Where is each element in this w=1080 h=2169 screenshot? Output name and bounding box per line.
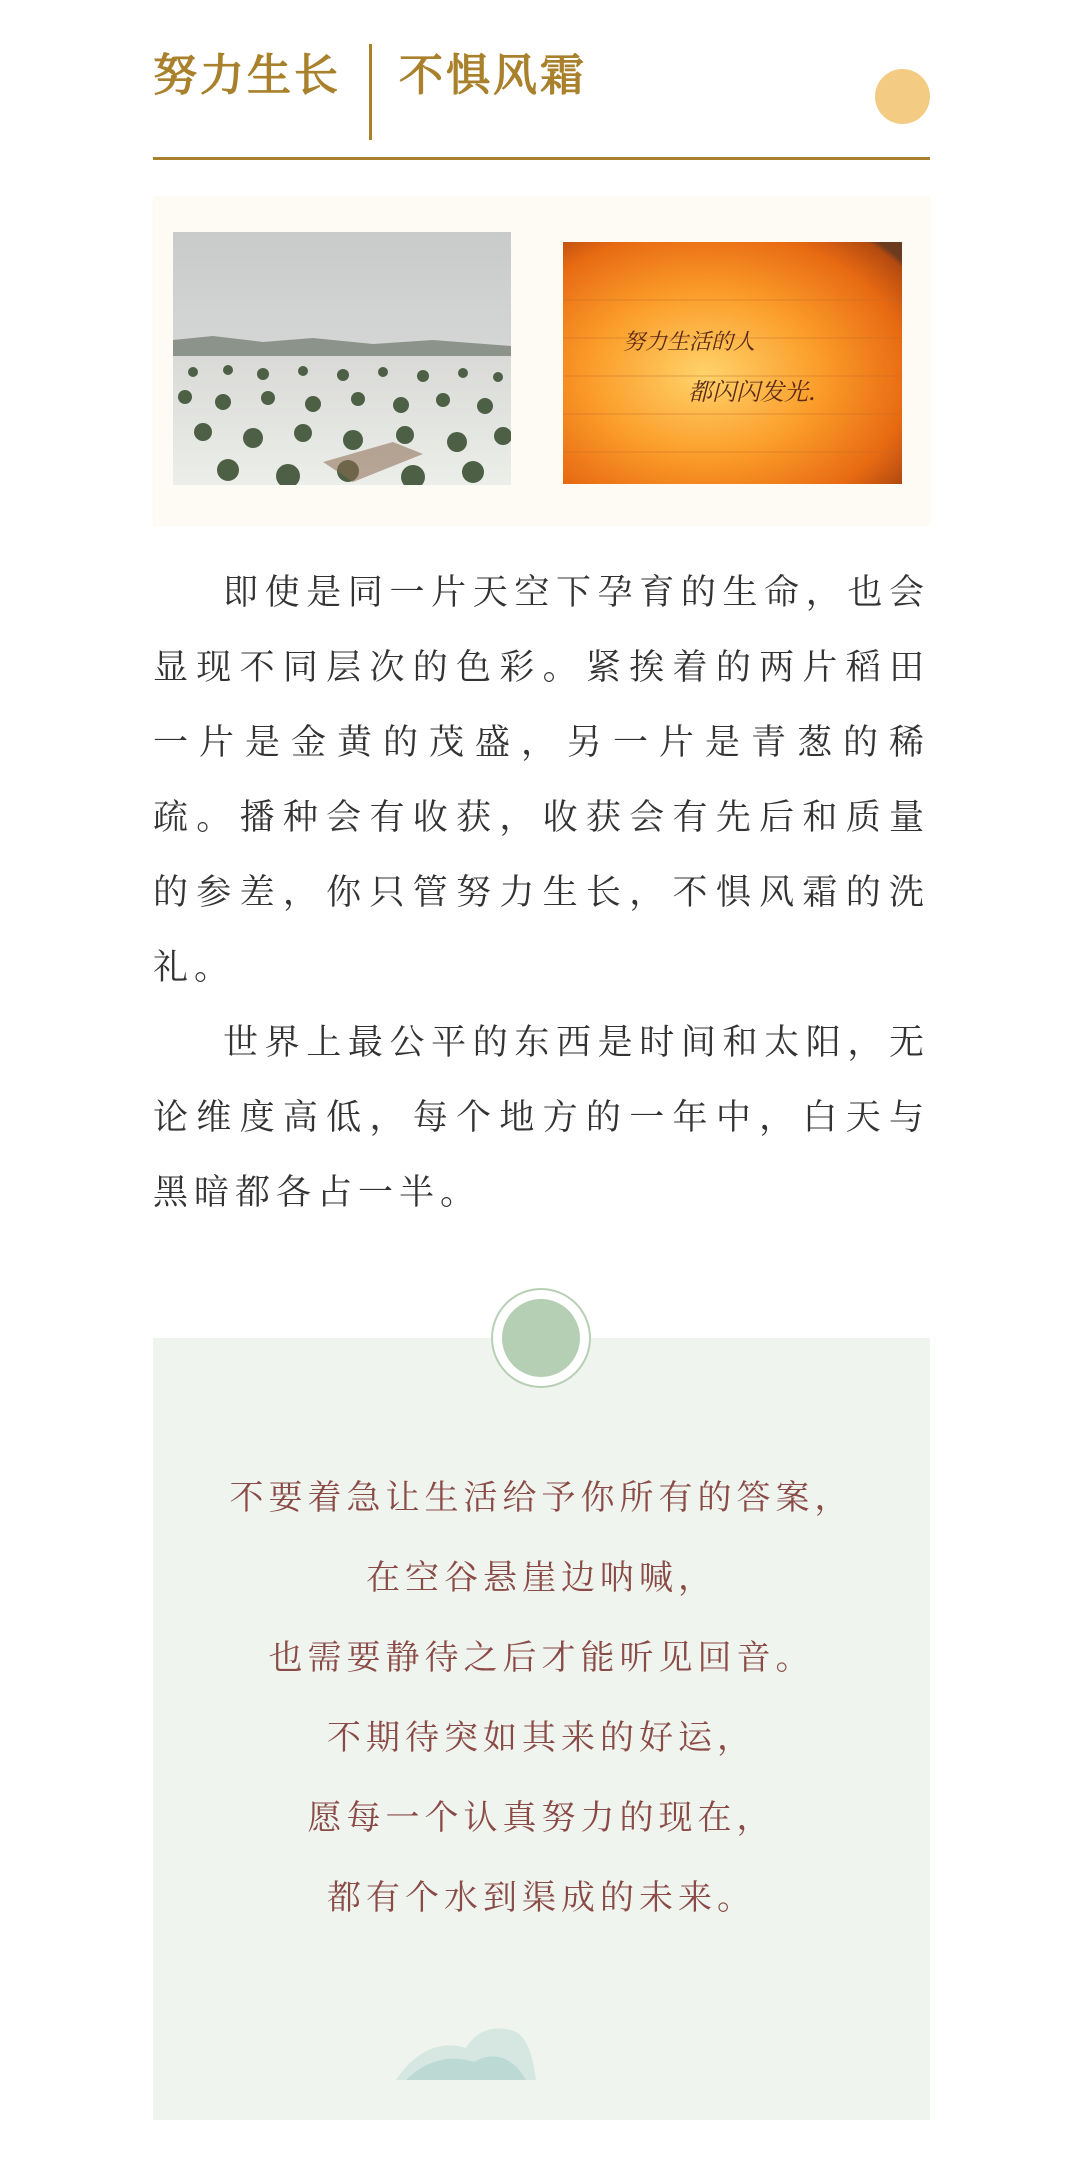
paragraph-1: 即使是同一片天空下孕育的生命，也会显现不同层次的色彩。紧挨着的两片稻田一片是金黄的茂盛，另一片是青葱的稀疏。播种会有收获，收获会有先后和质量的参差，你只管努力生长，不惧风霜的洗礼。 bbox=[153, 573, 930, 988]
sunset-note-image bbox=[563, 242, 902, 484]
sunset-note-photo bbox=[563, 242, 902, 484]
header-vertical-divider bbox=[369, 44, 372, 140]
quote-text bbox=[153, 1458, 930, 1938]
quote-ring-ornament bbox=[491, 1288, 591, 1388]
article-body bbox=[153, 556, 930, 1231]
decorative-dot bbox=[875, 69, 930, 124]
quote-ring-inner-dot bbox=[502, 1299, 580, 1377]
header-underline bbox=[153, 157, 930, 160]
handwriting-line-1: 努力生活的人 bbox=[623, 330, 756, 355]
quote-line: 不期待突如其来的好运， bbox=[327, 1718, 756, 1758]
header-title-right: 不惧风霜 bbox=[399, 50, 587, 101]
photo-strip bbox=[153, 196, 930, 526]
section-header bbox=[153, 0, 930, 160]
snow-field-photo bbox=[173, 232, 511, 485]
paragraph-2: 世界上最公平的东西是时间和太阳，无论维度高低，每个地方的一年中，白天与黑暗都各占一半。 bbox=[153, 1023, 930, 1213]
mountain-ornament-icon bbox=[396, 2010, 536, 2080]
header-title-left: 努力生长 bbox=[153, 50, 341, 101]
quote-line: 在空谷悬崖边呐喊， bbox=[366, 1558, 717, 1598]
handwriting-line-2: 都闪闪发光. bbox=[688, 378, 816, 406]
quote-line: 都有个水到渠成的未来。 bbox=[327, 1878, 756, 1918]
quote-line: 愿每一个认真努力的现在， bbox=[307, 1798, 776, 1838]
quote-line: 不要着急让生活给予你所有的答案， bbox=[229, 1478, 854, 1518]
snow-field-image bbox=[173, 232, 511, 485]
quote-line: 也需要静待之后才能听见回音。 bbox=[268, 1638, 815, 1678]
